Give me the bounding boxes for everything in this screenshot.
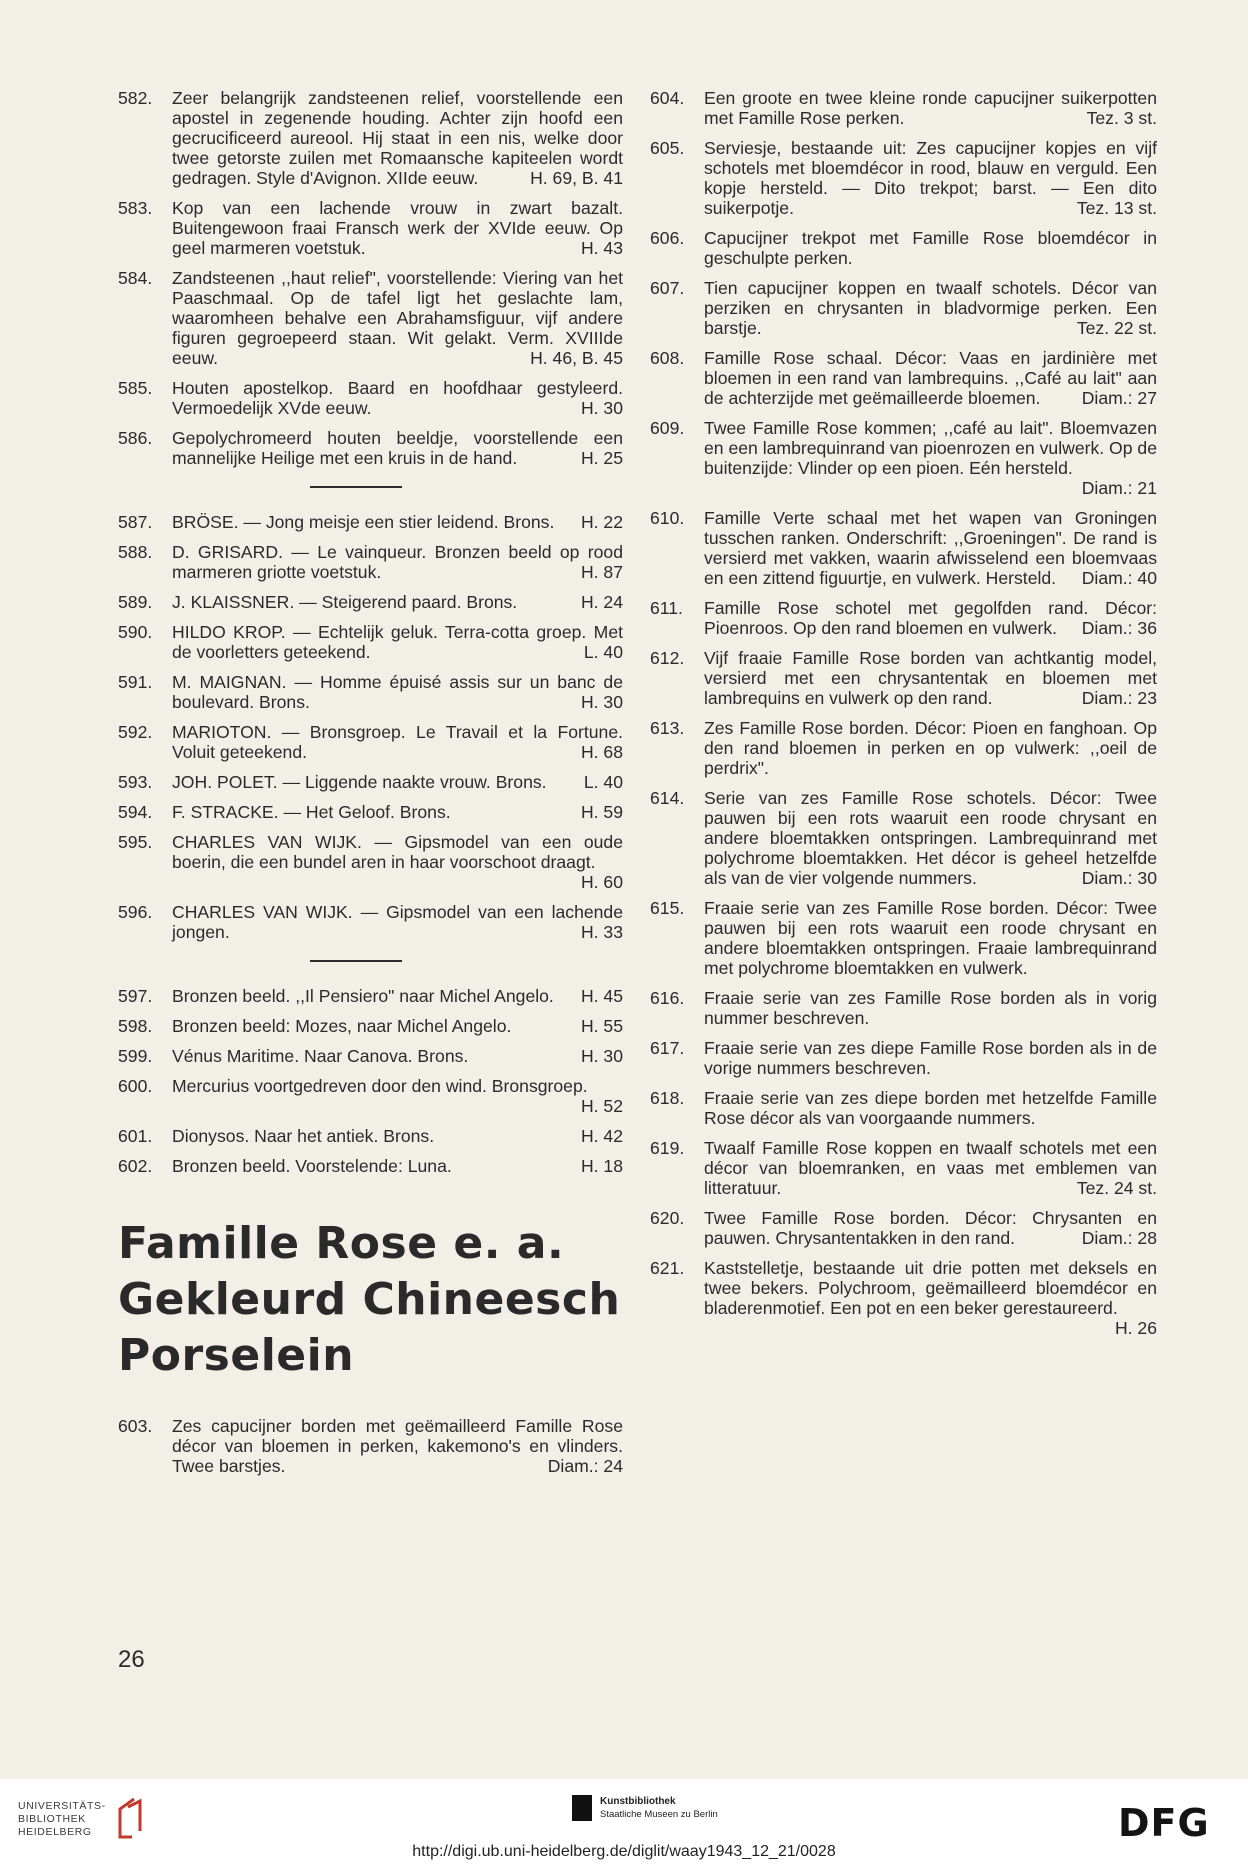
catalog-entry — [118, 772, 623, 792]
catalog-entry — [650, 418, 1157, 498]
lot-description-block — [172, 198, 623, 258]
lot-number: 593. — [118, 772, 153, 792]
lot-dimension: H. 55 — [580, 1016, 623, 1036]
catalog-entry — [118, 592, 623, 612]
lot-number: 582. — [118, 88, 153, 108]
lot-description-block — [704, 1208, 1157, 1248]
lot-description: Zes Famille Rose borden. Décor: Pioen en fanghoan. Op den rand bloemen in perken en op vulwerk: ,,oeil de perdrix". — [704, 718, 1157, 778]
catalog-entry — [118, 802, 623, 822]
lot-description: Twaalf Famille Rose koppen en twaalf schotels met een décor van bloemranken, en vaas met emblemen van litteratuur. — [704, 1138, 1157, 1198]
lot-description-block — [172, 1016, 623, 1036]
section-divider — [310, 486, 402, 488]
lot-dimension: H. 18 — [580, 1156, 623, 1176]
lot-number: 596. — [118, 902, 153, 922]
lot-number: 587. — [118, 512, 153, 532]
lot-number: 607. — [650, 278, 685, 298]
lot-description: Serie van zes Famille Rose schotels. Décor: Twee pauwen bij een rots waaruit een roode chrysant en andere bloemtakken ontspringen. Lambrequinrand met polychrome bloemtakken. Het décor is geheel hetzelfde als van de vier volgende nummers. — [704, 788, 1157, 888]
lot-number: 611. — [650, 598, 683, 618]
lot-description: Vénus Maritime. Naar Canova. Brons. — [172, 1046, 469, 1066]
lot-description-block — [704, 648, 1157, 708]
lot-number: 609. — [650, 418, 685, 438]
lot-description-block — [172, 832, 623, 892]
lot-description: MARIOTON. — Bronsgroep. Le Travail et la Fortune. Voluit geteekend. — [172, 722, 623, 762]
lot-number: 592. — [118, 722, 153, 742]
catalog-entry — [650, 1258, 1157, 1338]
lot-description-block — [172, 672, 623, 712]
catalog-entry — [118, 832, 623, 892]
lot-description-block — [704, 278, 1157, 338]
lot-number: 599. — [118, 1046, 153, 1066]
entry-list-sculpture — [118, 88, 623, 468]
lot-description: Zes capucijner borden met geëmailleerd Famille Rose décor van bloemen in perken, kakemono's en vlinders. Twee barstjes. — [172, 1416, 623, 1476]
lot-description-block — [172, 1156, 623, 1176]
catalog-entry — [118, 672, 623, 712]
lot-description: Twee Famille Rose borden. Décor: Chrysanten en pauwen. Chrysantentakken in den rand. — [704, 1208, 1157, 1248]
entry-list-porcelain — [650, 88, 1157, 1338]
lot-number: 606. — [650, 228, 685, 248]
lot-dimension: L. 40 — [583, 642, 623, 662]
lot-description-block — [704, 1258, 1157, 1338]
lot-number: 583. — [118, 198, 153, 218]
lot-description-block — [704, 718, 1157, 778]
heading-line: Gekleurd Chineesch — [118, 1274, 621, 1325]
lot-description-block — [172, 1076, 623, 1116]
lot-number: 614. — [650, 788, 685, 808]
lot-description: CHARLES VAN WIJK. — Gipsmodel van een oude boerin, die een bundel aren in haar voorschoot draagt. — [172, 832, 623, 872]
lot-dimension: H. 26 — [1114, 1318, 1157, 1338]
lot-number: 608. — [650, 348, 685, 368]
catalog-entry — [650, 718, 1157, 778]
lot-description: Bronzen beeld. ,,Il Pensiero" naar Michel Angelo. — [172, 986, 554, 1006]
catalog-entry — [118, 902, 623, 942]
catalog-entry — [650, 88, 1157, 128]
lot-description-block — [704, 138, 1157, 218]
lot-number: 612. — [650, 648, 685, 668]
entry-list-bronzes — [118, 986, 623, 1176]
lot-dimension: Tez. 3 st. — [1086, 108, 1157, 128]
lot-number: 601. — [118, 1126, 153, 1146]
lot-description-block — [704, 88, 1157, 128]
lot-number: 618. — [650, 1088, 685, 1108]
lot-description: Famille Verte schaal met het wapen van Groningen tusschen ranken. Onderschrift: ,,Groeningen". De rand is versierd met vakken, waarin afwisselend een bloemvaas en een zittend figuurtje, en vulwerk. Hersteld. — [704, 508, 1157, 588]
lot-dimension: Diam.: 36 — [1081, 618, 1157, 638]
lot-description: Tien capucijner koppen en twaalf schotels. Décor van perziken en chrysanten in bladvormige perken. Een barstje. — [704, 278, 1157, 338]
lot-description-block — [172, 378, 623, 418]
catalog-entry — [650, 508, 1157, 588]
entry-list-artists — [118, 512, 623, 942]
lot-description-block — [172, 88, 623, 188]
lot-number: 600. — [118, 1076, 153, 1096]
lot-description: Capucijner trekpot met Famille Rose bloemdécor in geschulpte perken. — [704, 228, 1157, 268]
lot-dimension: H. 46, B. 45 — [530, 348, 623, 368]
lot-description-block — [704, 598, 1157, 638]
lot-dimension: H. 25 — [580, 448, 623, 468]
lot-description-block — [172, 268, 623, 368]
logo-title: Kunstbibliothek — [600, 1796, 676, 1807]
lot-description-block — [704, 418, 1157, 498]
lot-description: Bronzen beeld: Mozes, naar Michel Angelo. — [172, 1016, 512, 1036]
lot-description-block — [172, 428, 623, 468]
logo-text: HEIDELBERG — [18, 1825, 92, 1838]
catalog-entry — [650, 228, 1157, 268]
lot-number: 619. — [650, 1138, 685, 1158]
lot-number: 584. — [118, 268, 153, 288]
catalog-entry — [118, 198, 623, 258]
lot-number: 585. — [118, 378, 153, 398]
lot-dimension: H. 30 — [580, 1046, 623, 1066]
lot-dimension: H. 30 — [580, 692, 623, 712]
catalog-entry — [118, 512, 623, 532]
lot-dimension: H. 22 — [580, 512, 623, 532]
kunstbibliothek-logo[interactable] — [572, 1795, 718, 1821]
lot-description: Kop van een lachende vrouw in zwart bazalt. Buitengewoon fraai Fransch werk der XVIde eeuw. Op geel marmeren voetstuk. — [172, 198, 623, 258]
lot-description-block — [172, 1416, 623, 1476]
lot-description: HILDO KROP. — Echtelijk geluk. Terra-cotta groep. Met de voorletters geteekend. — [172, 622, 623, 662]
lot-number: 595. — [118, 832, 153, 852]
lot-dimension: H. 33 — [580, 922, 623, 942]
lot-number: 615. — [650, 898, 685, 918]
catalog-entry — [650, 348, 1157, 408]
lot-description-block — [172, 986, 623, 1006]
lot-description-block — [172, 1126, 623, 1146]
lot-number: 613. — [650, 718, 685, 738]
permalink-url[interactable]: http://digi.ub.uni-heidelberg.de/diglit/waay1943_12_21/0028 — [412, 1843, 836, 1860]
dfg-logo[interactable]: DFG — [1118, 1801, 1210, 1845]
lot-description: Fraaie serie van zes diepe Famille Rose borden als in de vorige nummers beschreven. — [704, 1038, 1157, 1078]
lot-description-block — [172, 772, 623, 792]
lot-dimension: Tez. 24 st. — [1076, 1178, 1157, 1198]
lot-description: Dionysos. Naar het antiek. Brons. — [172, 1126, 435, 1146]
lot-number: 598. — [118, 1016, 153, 1036]
lot-dimension: H. 52 — [580, 1096, 623, 1116]
section-heading — [118, 1216, 623, 1384]
lot-dimension: H. 24 — [580, 592, 623, 612]
lot-description: JOH. POLET. — Liggende naakte vrouw. Brons. — [172, 772, 547, 792]
page-number: 26 — [118, 1646, 145, 1673]
catalog-entry — [118, 1156, 623, 1176]
lot-description-block — [704, 508, 1157, 588]
lot-description: Famille Rose schaal. Décor: Vaas en jardinière met bloemen in een rand van lambrequins. ,,Café au lait" aan de achterzijde met geëmailleerde bloemen. — [704, 348, 1157, 408]
catalog-entry — [118, 1046, 623, 1066]
lot-dimension: H. 60 — [580, 872, 623, 892]
logo-subtitle: Staatliche Museen zu Berlin — [600, 1809, 718, 1820]
lot-dimension: Diam.: 27 — [1081, 388, 1157, 408]
logo-text: BIBLIOTHEK — [18, 1812, 86, 1825]
lot-description-block — [704, 228, 1157, 268]
lot-description-block — [172, 1046, 623, 1066]
lot-number: 590. — [118, 622, 153, 642]
lot-dimension: Diam.: 30 — [1081, 868, 1157, 888]
lot-dimension: Tez. 13 st. — [1076, 198, 1157, 218]
lot-dimension: H. 45 — [580, 986, 623, 1006]
lot-description-block — [704, 1088, 1157, 1128]
lot-description: Zeer belangrijk zandsteenen relief, voorstellende een apostel in zegenende houding. Achter zijn hoofd een gecrucificeerd aureool. Hij staat in een nis, welke door twee getorste zuilen met Romaansche kapiteelen wordt gedragen. Style d'Avignon. XIIde eeuw. — [172, 88, 623, 188]
heading-line: Porselein — [118, 1330, 355, 1381]
lot-dimension: Diam.: 23 — [1081, 688, 1157, 708]
section-divider — [310, 960, 402, 962]
catalog-entry — [118, 986, 623, 1006]
lot-number: 617. — [650, 1038, 685, 1058]
lot-description-block — [172, 542, 623, 582]
lot-dimension: Tez. 22 st. — [1076, 318, 1157, 338]
lot-description-block — [172, 622, 623, 662]
lot-dimension: H. 43 — [580, 238, 623, 258]
catalog-entry — [650, 598, 1157, 638]
lot-number: 591. — [118, 672, 153, 692]
lot-description-block — [172, 802, 623, 822]
lot-number: 594. — [118, 802, 153, 822]
library-mark-icon — [114, 1797, 148, 1841]
lot-dimension: Diam.: 28 — [1081, 1228, 1157, 1248]
catalog-entry — [118, 722, 623, 762]
lot-number: 620. — [650, 1208, 685, 1228]
lot-description: Mercurius voortgedreven door den wind. Bronsgroep. — [172, 1076, 588, 1096]
catalog-entry — [650, 1208, 1157, 1248]
lot-description: Gepolychromeerd houten beeldje, voorstellende een mannelijke Heilige met een kruis in de hand. — [172, 428, 623, 468]
catalog-entry — [118, 1126, 623, 1146]
lot-number: 610. — [650, 508, 685, 528]
lot-description-block — [704, 788, 1157, 888]
lot-description-block — [704, 1138, 1157, 1198]
lot-number: 621. — [650, 1258, 685, 1278]
lot-description: Bronzen beeld. Voorstelende: Luna. — [172, 1156, 452, 1176]
catalog-entry — [118, 88, 623, 188]
catalog-entry — [650, 1038, 1157, 1078]
catalog-entry — [650, 1138, 1157, 1198]
lot-dimension: Diam.: 21 — [1081, 478, 1157, 498]
catalog-entry — [650, 138, 1157, 218]
lot-description-block — [704, 988, 1157, 1028]
catalog-entry — [118, 268, 623, 368]
lot-description: Kaststelletje, bestaande uit drie potten met deksels en twee bekers. Polychroom, geëmailleerd bloemdécor en bladerenmotief. Een pot en een beker gerestaureerd. — [704, 1258, 1157, 1318]
lot-number: 616. — [650, 988, 685, 1008]
lot-dimension: L. 40 — [583, 772, 623, 792]
lot-dimension: H. 87 — [580, 562, 623, 582]
kunstbibliothek-mark-icon — [572, 1795, 592, 1821]
lot-number: 586. — [118, 428, 153, 448]
university-library-logo[interactable] — [18, 1797, 148, 1841]
catalog-entry — [118, 1416, 623, 1476]
lot-description: Serviesje, bestaande uit: Zes capucijner kopjes en vijf schotels met bloemdécor in rood, blauw en verguld. Een kopje hersteld. — Dito trekpot; barst. — Een dito suikerpotje. — [704, 138, 1157, 218]
lot-description: Zandsteenen ,,haut relief", voorstellende: Viering van het Paaschmaal. Op de tafel ligt het geslachte lam, waaromheen behalve een Abrahamsfiguur, vijf andere figuren gegroepeerd staan. Wit gelakt. Verm. XVIIIde eeuw. — [172, 268, 623, 368]
lot-description-block — [172, 512, 623, 532]
lot-description-block — [704, 348, 1157, 408]
lot-description-block — [172, 902, 623, 942]
lot-number: 602. — [118, 1156, 153, 1176]
lot-number: 588. — [118, 542, 153, 562]
catalog-entry — [650, 898, 1157, 978]
lot-dimension: H. 42 — [580, 1126, 623, 1146]
lot-description: Twee Famille Rose kommen; ,,café au lait". Bloemvazen en een lambrequinrand van pioenrozen en vulwerk. Op de buitenzijde: Vlinder op een pioen. Eén hersteld. — [704, 418, 1157, 478]
lot-description-block — [704, 898, 1157, 978]
lot-description: Fraaie serie van zes diepe borden met hetzelfde Famille Rose décor als van voorgaande nummers. — [704, 1088, 1157, 1128]
catalog-entry — [118, 1016, 623, 1036]
lot-dimension: H. 30 — [580, 398, 623, 418]
entry-list-famille-rose — [118, 1416, 623, 1476]
lot-dimension: H. 59 — [580, 802, 623, 822]
catalog-entry — [118, 622, 623, 662]
catalog-entry — [650, 988, 1157, 1028]
lot-description: CHARLES VAN WIJK. — Gipsmodel van een lachende jongen. — [172, 902, 623, 942]
lot-description-block — [704, 1038, 1157, 1078]
lot-description: D. GRISARD. — Le vainqueur. Bronzen beeld op rood marmeren griotte voetstuk. — [172, 542, 623, 582]
logo-text: UNIVERSITÄTS- — [18, 1799, 106, 1812]
lot-dimension: Diam.: 40 — [1081, 568, 1157, 588]
right-column — [650, 88, 1157, 1348]
lot-dimension: Diam.: 24 — [547, 1456, 623, 1476]
lot-number: 603. — [118, 1416, 153, 1436]
lot-number: 589. — [118, 592, 153, 612]
lot-description: Een groote en twee kleine ronde capucijner suikerpotten met Famille Rose perken. — [704, 88, 1157, 128]
lot-dimension: H. 69, B. 41 — [530, 168, 623, 188]
left-column — [118, 88, 623, 1486]
lot-description-block — [172, 592, 623, 612]
catalog-entry — [118, 428, 623, 468]
lot-number: 605. — [650, 138, 685, 158]
lot-description: Vijf fraaie Famille Rose borden van achtkantig model, versierd met een chrysantentak en bloemen met lambrequins en vulwerk op den rand. — [704, 648, 1157, 708]
footer-bar — [0, 1779, 1248, 1869]
catalog-entry — [118, 1076, 623, 1116]
catalog-entry — [650, 1088, 1157, 1128]
lot-description: M. MAIGNAN. — Homme épuisé assis sur un banc de boulevard. Brons. — [172, 672, 623, 712]
lot-description: Fraaie serie van zes Famille Rose borden. Décor: Twee pauwen bij een rots waaruit een roode chrysant en andere bloemtakken ontspringen. Fraaie lambrequinrand met polychrome bloemtakken en vulwerk. — [704, 898, 1157, 978]
lot-number: 597. — [118, 986, 153, 1006]
lot-description: Fraaie serie van zes Famille Rose borden als in vorig nummer beschreven. — [704, 988, 1157, 1028]
catalog-entry — [650, 788, 1157, 888]
lot-dimension: H. 68 — [580, 742, 623, 762]
catalog-entry — [118, 378, 623, 418]
catalog-entry — [118, 542, 623, 582]
heading-line: Famille Rose e. a. — [118, 1218, 565, 1269]
catalog-entry — [650, 648, 1157, 708]
lot-description: BRÖSE. — Jong meisje een stier leidend. Brons. — [172, 512, 555, 532]
lot-description: F. STRACKE. — Het Geloof. Brons. — [172, 802, 451, 822]
lot-description: J. KLAISSNER. — Steigerend paard. Brons. — [172, 592, 518, 612]
lot-description: Houten apostelkop. Baard en hoofdhaar gestyleerd. Vermoedelijk XVde eeuw. — [172, 378, 623, 418]
catalog-entry — [650, 278, 1157, 338]
lot-description: Famille Rose schotel met gegolfden rand. Décor: Pioenroos. Op den rand bloemen en vulwerk. — [704, 598, 1157, 638]
lot-number: 604. — [650, 88, 685, 108]
lot-description-block — [172, 722, 623, 762]
